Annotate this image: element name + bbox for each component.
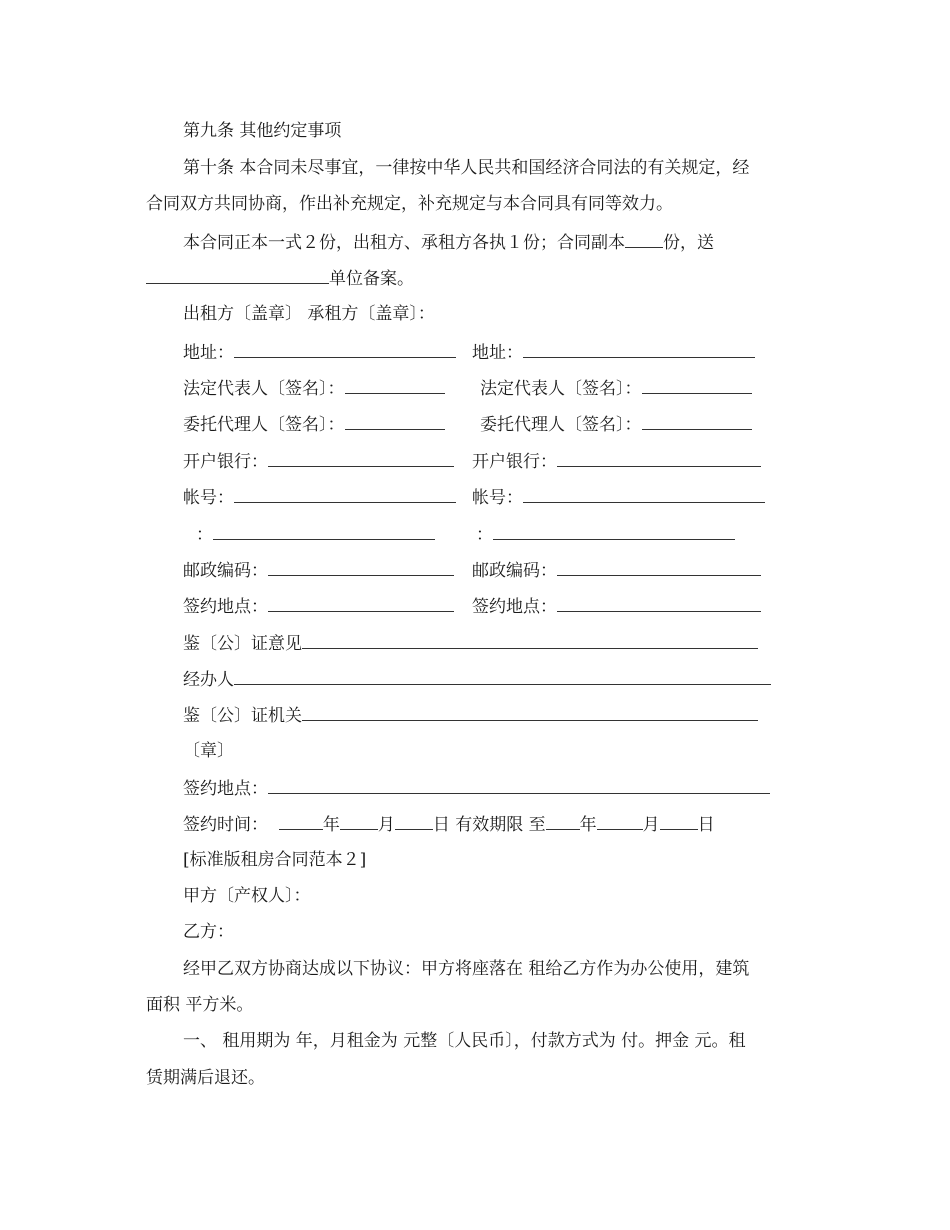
parties-seal-line: 出租方〔盖章〕 承租方〔盖章〕： — [183, 304, 435, 324]
colon-blank-right — [493, 523, 735, 540]
sign-place-label: 签约地点： — [183, 779, 268, 799]
address-blank-left — [234, 341, 456, 358]
term-line-2: 赁期满后退还。 — [146, 1068, 265, 1088]
month-label-start: 月 — [377, 815, 395, 835]
legal-rep-label-left: 法定代表人〔签名〕： — [183, 379, 345, 399]
party-a-line: 甲方〔产权人〕： — [183, 886, 311, 906]
account-blank-left — [234, 486, 456, 503]
year-blank-end — [546, 813, 580, 830]
agent-label-left: 委托代理人〔签名〕： — [183, 415, 345, 435]
account-label-left: 帐号： — [183, 488, 234, 508]
colon-label-left: ： — [196, 525, 213, 545]
notary-opinion-blank — [302, 632, 758, 649]
notary-org-blank — [302, 704, 758, 721]
postal-blank-left — [268, 559, 454, 576]
bank-label-left: 开户银行： — [183, 452, 268, 472]
article-10-line-1: 第十条 本合同未尽事宜，一律按中华人民共和国经济合同法的有关规定，经 — [183, 158, 750, 178]
legal-rep-blank-left — [345, 377, 445, 394]
colon-label-right: ： — [476, 525, 493, 545]
postal-label-left: 邮政编码： — [183, 561, 268, 581]
day-blank-end — [660, 813, 698, 830]
copies-send: 份，送 — [663, 233, 714, 253]
year-blank-start — [279, 813, 323, 830]
legal-rep-row — [0, 377, 950, 399]
year-label-start: 年 — [322, 815, 340, 835]
copies-text: 本合同正本一式２份，出租方、承租方各执１份；合同副本 — [183, 233, 625, 253]
address-label-left: 地址： — [183, 343, 234, 363]
day-blank-start — [395, 813, 433, 830]
article-10-line-2: 合同双方共同协商，作出补充规定，补充规定与本合同具有同等效力。 — [146, 194, 673, 214]
handler-row — [183, 668, 771, 690]
place-label-left: 签约地点： — [183, 597, 268, 617]
party-b-line: 乙方： — [183, 922, 234, 942]
bank-label-right: 开户银行： — [472, 452, 557, 472]
legal-rep-label-right: 法定代表人〔签名〕： — [480, 379, 642, 399]
postal-label-right: 邮政编码： — [472, 561, 557, 581]
article-9: 第九条 其他约定事项 — [183, 121, 342, 141]
address-blank-right — [523, 341, 755, 358]
sign-place-blank — [268, 777, 770, 794]
postal-row — [0, 559, 950, 581]
account-row — [0, 486, 950, 508]
place-label-right: 签约地点： — [472, 597, 557, 617]
agent-label-right: 委托代理人〔签名〕： — [480, 415, 642, 435]
copies-blank — [625, 231, 663, 248]
filing-line — [146, 267, 414, 289]
filing-text: 单位备案。 — [329, 269, 414, 289]
handler-label: 经办人 — [183, 670, 234, 690]
year-label-end: 年 — [579, 815, 597, 835]
month-label-end: 月 — [642, 815, 660, 835]
address-label-right: 地址： — [472, 343, 523, 363]
term-line-1: 一、 租用期为 年，月租金为 元整〔人民币〕，付款方式为 付。押金 元。租 — [183, 1031, 746, 1051]
place-blank-right — [557, 595, 761, 612]
account-blank-right — [523, 486, 765, 503]
account-label-right: 帐号： — [472, 488, 523, 508]
sign-time-row — [183, 813, 715, 835]
month-blank-start — [340, 813, 378, 830]
agent-row — [0, 413, 950, 435]
day-label-end: 日 — [697, 815, 715, 835]
agreement-line-1: 经甲乙双方协商达成以下协议：甲方将座落在 租给乙方作为办公使用，建筑 — [183, 959, 750, 979]
notary-org-row — [183, 704, 758, 726]
agreement-line-2: 面积 平方米。 — [146, 995, 254, 1015]
seal-line: 〔章〕 — [183, 741, 234, 761]
notary-opinion-label: 鉴〔公〕证意见 — [183, 634, 302, 654]
agent-blank-right — [642, 413, 752, 430]
address-row — [0, 341, 950, 363]
notary-org-label: 鉴〔公〕证机关 — [183, 706, 302, 726]
place-row — [0, 595, 950, 617]
agent-blank-left — [345, 413, 445, 430]
postal-blank-right — [557, 559, 761, 576]
copies-line — [183, 231, 714, 253]
bank-row — [0, 450, 950, 472]
sign-place-row — [183, 777, 770, 799]
section-title-2: [标准版租房合同范本２] — [183, 850, 367, 870]
bank-blank-left — [268, 450, 454, 467]
validity-text: 日 有效期限 至 — [432, 815, 546, 835]
month-blank-end — [597, 813, 643, 830]
sign-time-label: 签约时间： — [183, 815, 268, 835]
notary-opinion-row — [183, 632, 758, 654]
bank-blank-right — [557, 450, 761, 467]
place-blank-left — [268, 595, 454, 612]
handler-blank — [234, 668, 771, 685]
filing-unit-blank — [146, 267, 329, 284]
colon-row — [0, 523, 950, 545]
legal-rep-blank-right — [642, 377, 752, 394]
colon-blank-left — [213, 523, 435, 540]
